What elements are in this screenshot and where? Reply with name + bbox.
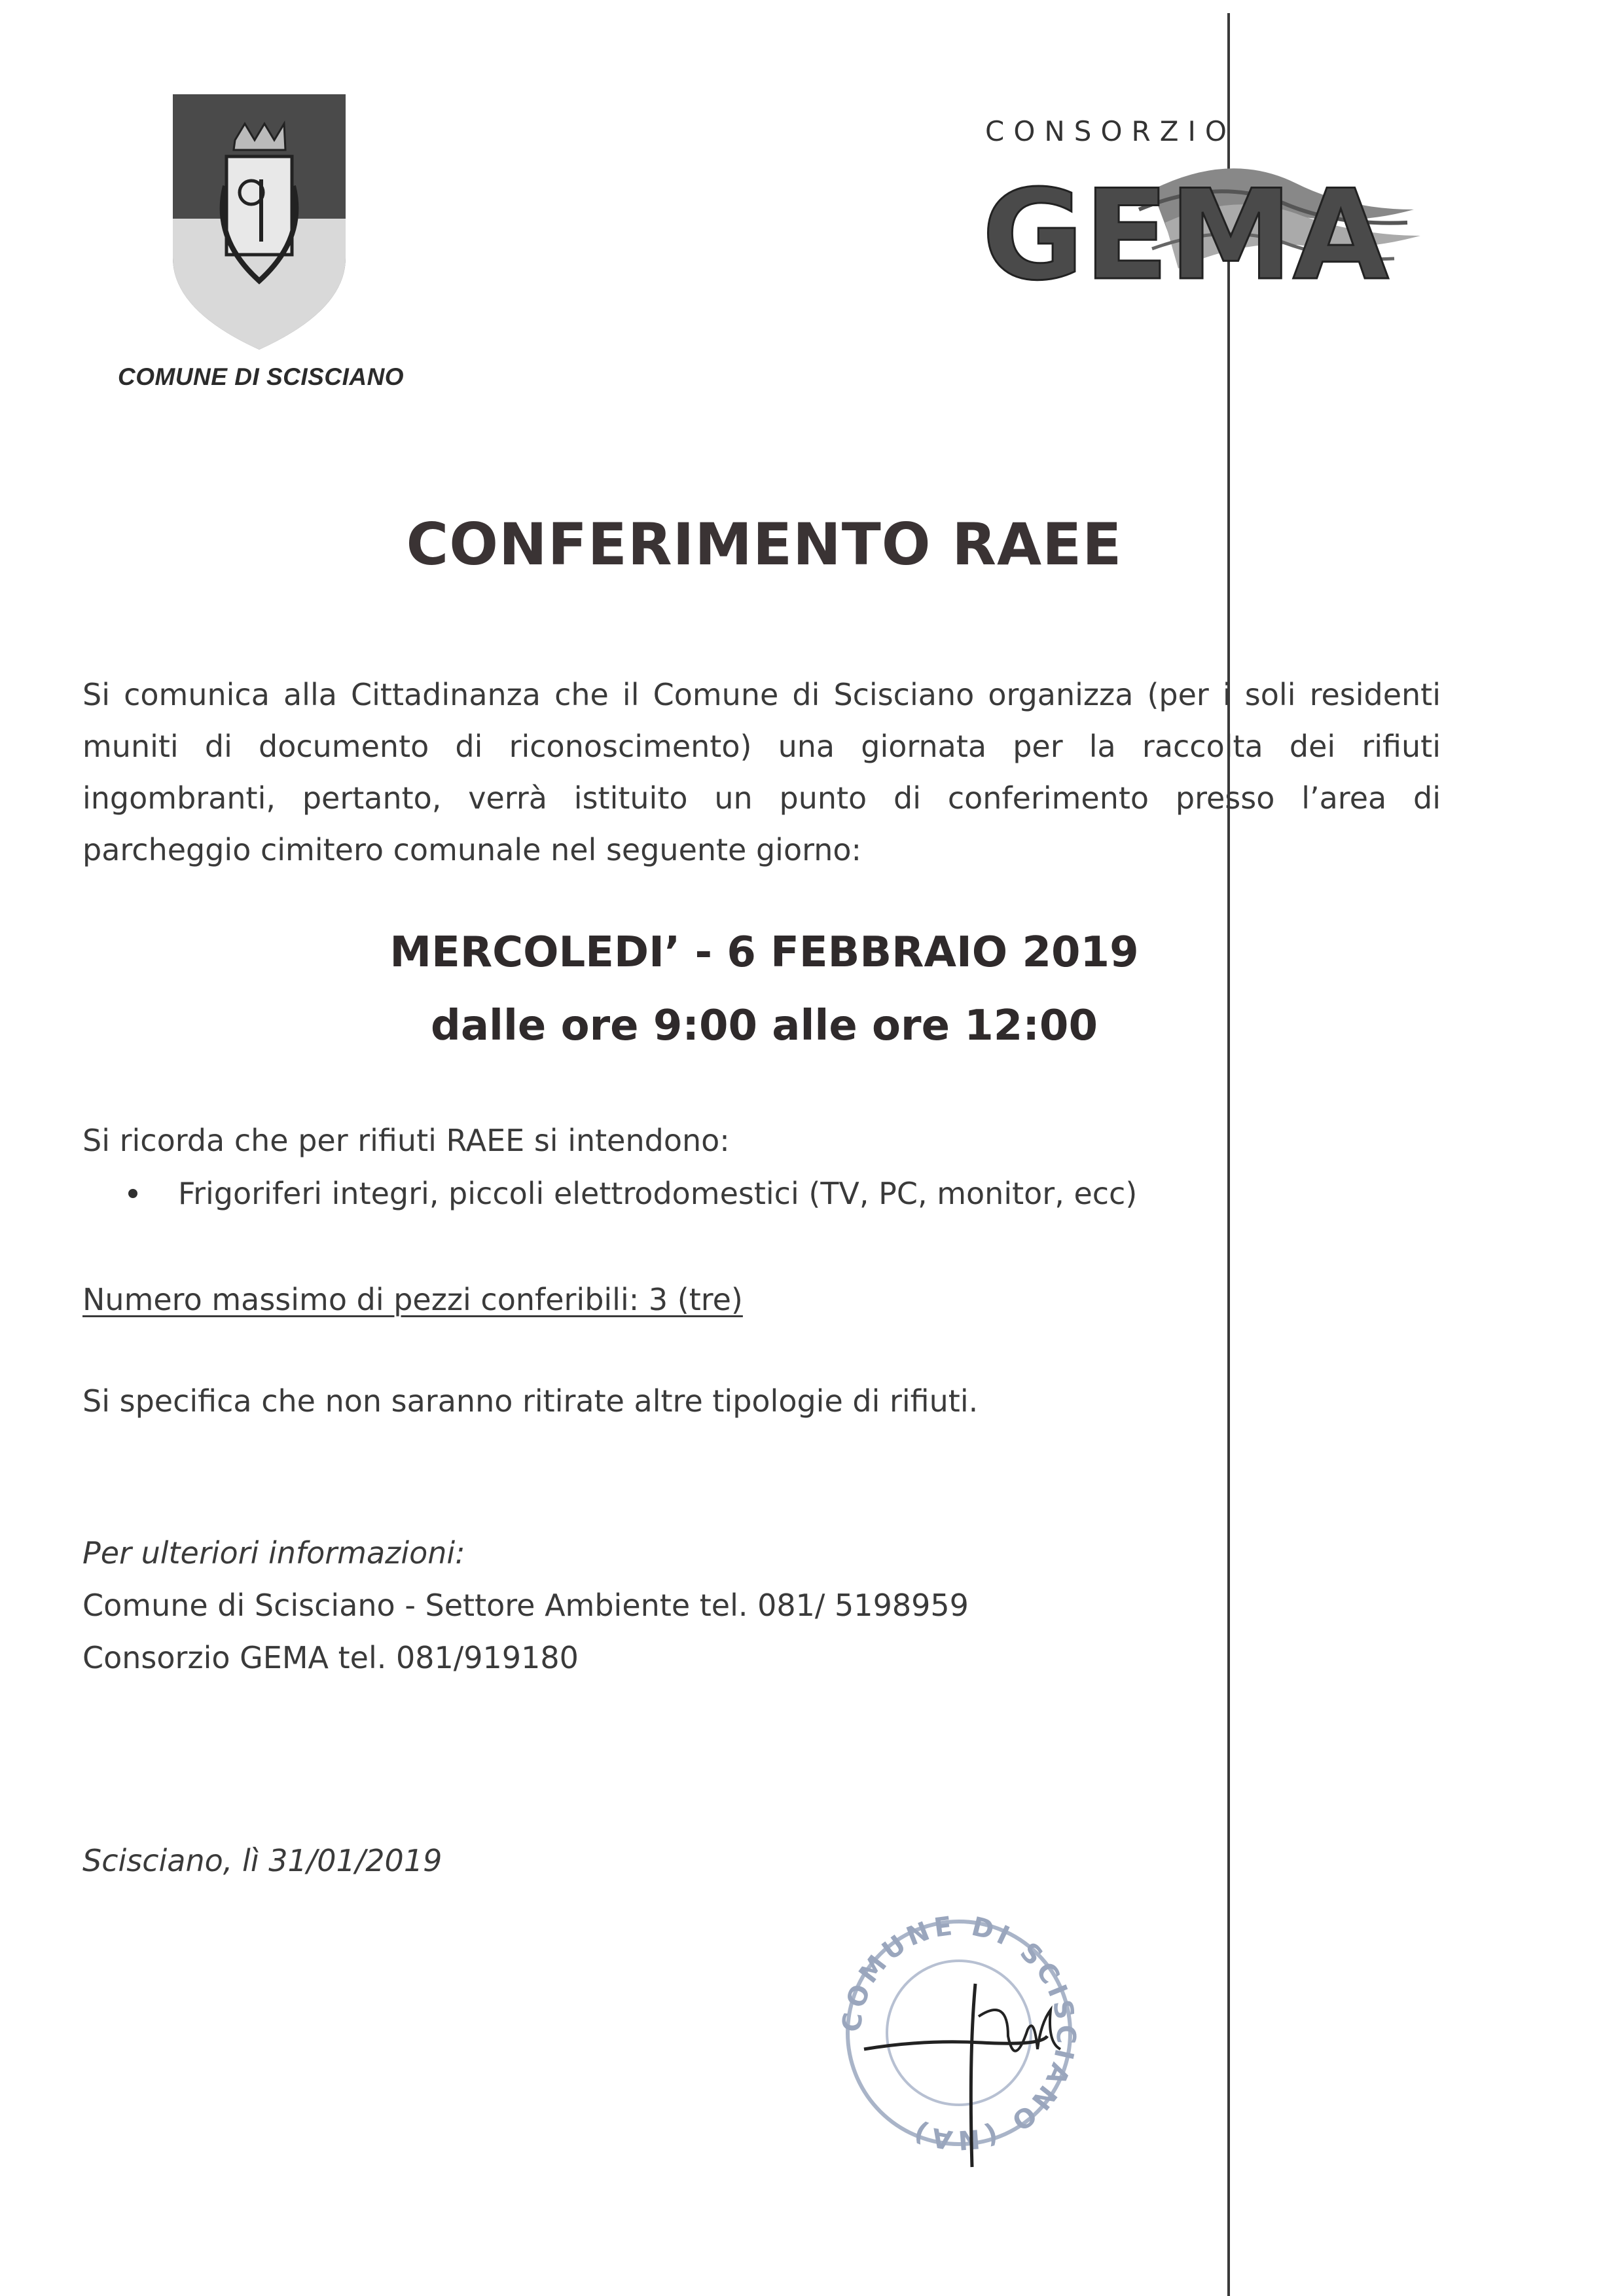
official-stamp-signature xyxy=(812,1886,1106,2180)
bullet-icon xyxy=(128,1189,137,1198)
svg-text:CONSORZIO: CONSORZIO xyxy=(985,115,1236,147)
event-date: MERCOLEDI’ - 6 FEBBRAIO 2019 xyxy=(389,928,1139,977)
page-title: CONFERIMENTO RAEE xyxy=(406,511,1123,578)
intro-paragraph: Si comunica alla Cittadinanza che il Comune di Scisciano organizza (per i soli residenti muniti di documento di riconoscimento) una giornata per la raccolta dei rifiuti ingombranti, pertanto, verrà istituito un punto di conferimento presso l’area di parcheggio cimitero comunale nel seguente giorno: xyxy=(82,677,1441,867)
consorzio-gema-logo xyxy=(956,111,1427,321)
scan-edge-line xyxy=(1227,13,1230,2296)
contact-gema: Consorzio GEMA tel. 081/919180 xyxy=(82,1640,579,1675)
max-pieces-note: Numero massimo di pezzi conferibili: 3 (tre) xyxy=(82,1282,743,1317)
contact-comune: Comune di Scisciano - Settore Ambiente tel. 081/ 5198959 xyxy=(82,1588,969,1623)
info-heading: Per ulteriori informazioni: xyxy=(82,1535,465,1571)
list-item xyxy=(128,1176,1137,1211)
municipal-crest-logo xyxy=(173,94,346,350)
restriction-note: Si specifica che non saranno ritirate altre tipologie di rifiuti. xyxy=(82,1383,979,1419)
svg-text:COMUNE DI SCISCIANO (NA): COMUNE DI SCISCIANO (NA) xyxy=(837,1910,1081,2155)
place-date: Scisciano, lì 31/01/2019 xyxy=(82,1843,442,1878)
event-hours: dalle ore 9:00 alle ore 12:00 xyxy=(431,1002,1098,1050)
raee-reminder: Si ricorda che per rifiuti RAEE si intendono: xyxy=(82,1123,730,1158)
list-item-text: Frigoriferi integri, piccoli elettrodomestici (TV, PC, monitor, ecc) xyxy=(178,1176,1138,1211)
svg-text:GEMA: GEMA xyxy=(982,163,1389,308)
municipality-name: COMUNE DI SCISCIANO xyxy=(118,363,405,390)
